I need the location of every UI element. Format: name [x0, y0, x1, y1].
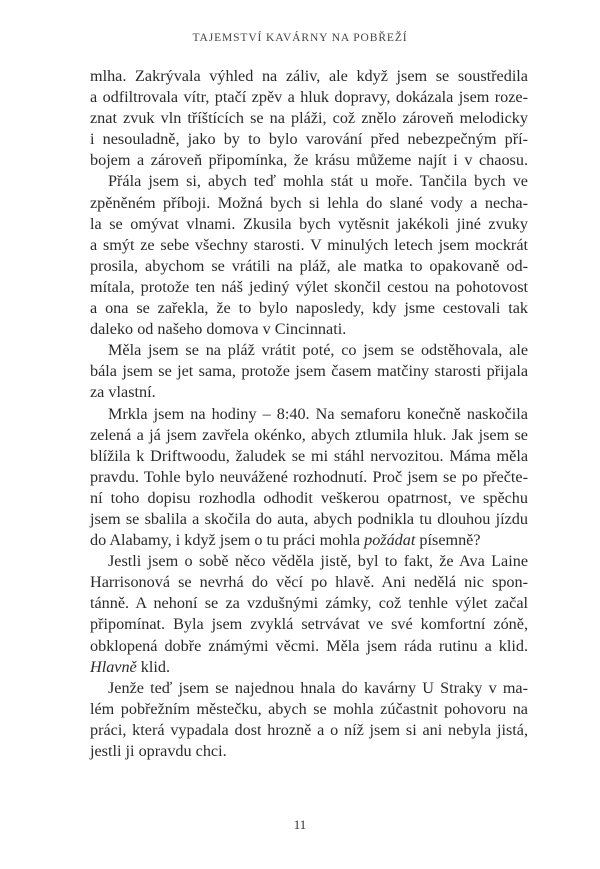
text-line: la se omývat vlnami. Zkusila bych vytěsnit jakékoli jiné zvuky [90, 214, 528, 233]
text-line: bála jsem se jet sama, protože jsem časem matčiny starosti přijala [90, 362, 528, 381]
text-line: mlha. Zakrývala výhled na záliv, ale když jsem se soustředila [90, 67, 528, 85]
text-line: zpěněném příboji. Možná bych si lehla do slané vody a necha- [90, 193, 528, 212]
emphasis: požádat [364, 531, 416, 550]
text-line: připomínat. Byla jsem zvyklá setrvávat ve své komfortní zóně, [90, 615, 528, 634]
text-line: blížila k Driftwoodu, žaludek se mi stáhl nervozitou. Máma měla [90, 446, 528, 465]
text-run: písemně? [415, 531, 481, 550]
text-line: pravdu. Tohle bylo neuvážené rozhodnutí. Proč jsem se po přečte- [90, 467, 528, 486]
text-line: i nesouladně, jako by to bylo varování před nebezpečným pří- [90, 130, 528, 149]
paragraph [90, 171, 528, 340]
text-line: obklopená dobře známými věcmi. Měla jsem ráda rutinu a klid. [90, 636, 528, 655]
text-line: bojem a zároveň připomínka, že krásu můžeme najít i v chaosu. [90, 151, 528, 170]
text-line: jestli ji opravdu chci. [90, 742, 227, 760]
text-line: tánně. A nehoní se za vzdušnými zámky, což tenhle výlet začal [90, 594, 528, 613]
text-line: jsem se sbalila a skočila do auta, abych podnikla tu dlouhou jízdu [90, 509, 528, 528]
paragraph [90, 340, 528, 403]
text-line: a ona se zařekla, že to bylo naposledy, kdy jsme cestovali tak [90, 299, 528, 318]
text-line: Jestli jsem o sobě něco věděla jistě, byl to fakt, že Ava Laine [108, 552, 528, 571]
paragraph [90, 66, 528, 171]
text-line: prosila, abychom se vrátili na pláž, ale matka to opakovaně od- [90, 256, 528, 275]
text-line: zelená a já jsem zavřela okénko, abych ztlumila hluk. Jak jsem se [90, 425, 528, 444]
text-line: daleko od našeho domova v Cincinnati. [90, 320, 347, 339]
text-line: znat zvuk vln tříštících se na pláži, což znělo zároveň melodicky [90, 109, 528, 128]
running-head: TAJEMSTVÍ KAVÁRNY NA POBŘEŽÍ [192, 32, 408, 44]
text-run: klid. [136, 657, 171, 676]
text-line: Přála jsem si, abych teď mohla stát u moře. Tančila bych ve [108, 172, 528, 191]
text-line: mítala, protože ten náš jediný výlet skončil cestou na pohotovost [90, 277, 528, 296]
body-text [90, 66, 528, 762]
text-line: Harrisonová se nevrhá do věcí po hlavě. Ani nedělá nic spon- [90, 573, 528, 592]
text-line: Měla jsem se na pláž vrátit poté, co jsem se odstěhovala, ale [108, 341, 528, 360]
text-run: do Alabamy, i když jsem o tu práci mohla [90, 531, 365, 550]
emphasis: Hlavně [90, 657, 137, 676]
page-number: 11 [293, 817, 307, 832]
paragraph [90, 404, 528, 552]
text-line: za vlastní. [90, 383, 156, 402]
paragraph [90, 551, 528, 678]
text-line: ní toho dopisu rozhodla odhodit veškerou opatrnost, ve spěchu [90, 488, 528, 507]
text-line [90, 657, 528, 678]
text-line: a odfiltrovala vítr, ptačí zpěv a hluk dopravy, dokázala jsem roze- [90, 88, 528, 107]
paragraph [90, 678, 528, 762]
text-line: lém pobřežním městečku, abych se mohla zúčastnit pohovoru na [90, 699, 528, 718]
text-line: a smýt ze sebe všechny starosti. V minulých letech jsem mockrát [90, 235, 528, 254]
text-line: Jenže teď jsem se najednou hnala do kavárny U Straky v ma- [108, 678, 528, 697]
text-line [90, 530, 528, 551]
text-line: práci, která vypadala dost hrozně a o níž jsem si ani nebyla jistá, [90, 720, 528, 739]
text-line: Mrkla jsem na hodiny – 8:40. Na semaforu konečně naskočila [108, 404, 528, 423]
